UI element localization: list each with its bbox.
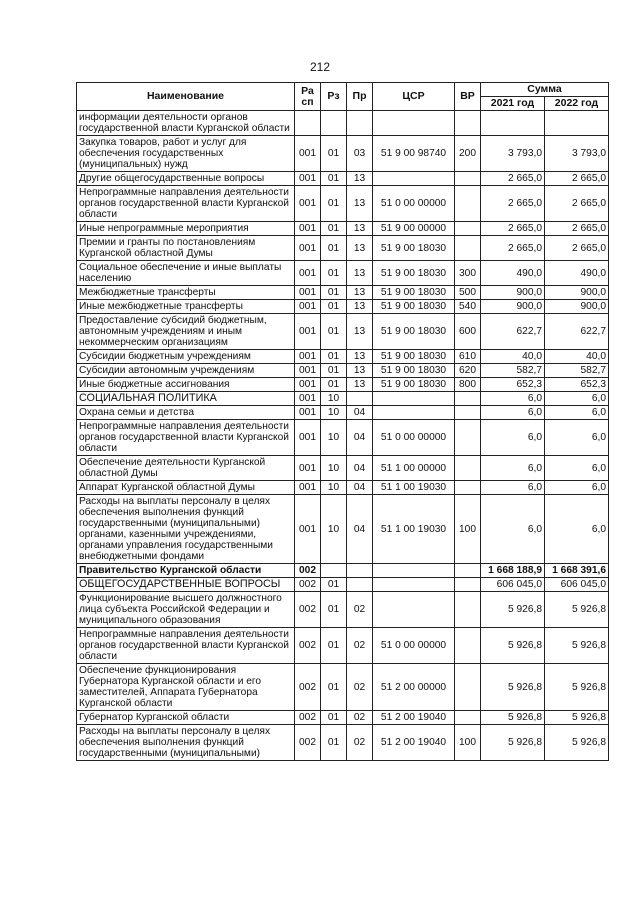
table-row [77, 286, 609, 300]
cell-sum-2021: 2 665,0 [481, 172, 545, 186]
cell-rz: 01 [321, 186, 347, 222]
cell-pr: 04 [347, 481, 373, 495]
cell-name: Закупка товаров, работ и услуг для обеспечения государственных (муниципальных) нужд [77, 136, 295, 172]
header-csr: ЦСР [373, 83, 455, 111]
table-row [77, 578, 609, 592]
table-row [77, 350, 609, 364]
cell-rz: 01 [321, 350, 347, 364]
cell-name: СОЦИАЛЬНАЯ ПОЛИТИКА [77, 392, 295, 406]
cell-vr [455, 222, 481, 236]
cell-rz: 10 [321, 456, 347, 481]
table-body [77, 111, 609, 761]
cell-rz: 01 [321, 222, 347, 236]
cell-ra: 002 [295, 578, 321, 592]
cell-sum-2021: 3 793,0 [481, 136, 545, 172]
cell-rz: 01 [321, 628, 347, 664]
cell-sum-2021: 5 926,8 [481, 711, 545, 725]
cell-sum-2022: 2 665,0 [545, 186, 609, 222]
cell-csr: 51 9 00 00000 [373, 222, 455, 236]
cell-vr: 540 [455, 300, 481, 314]
cell-ra: 001 [295, 261, 321, 286]
cell-sum-2022: 900,0 [545, 286, 609, 300]
header-rz: Рз [321, 83, 347, 111]
cell-csr: 51 2 00 19040 [373, 711, 455, 725]
table-row [77, 725, 609, 761]
cell-pr: 13 [347, 350, 373, 364]
cell-name: Губернатор Курганской области [77, 711, 295, 725]
cell-csr: 51 1 00 19030 [373, 495, 455, 564]
cell-csr: 51 9 00 18030 [373, 364, 455, 378]
cell-name: Иные межбюджетные трансферты [77, 300, 295, 314]
cell-name: Субсидии автономным учреждениям [77, 364, 295, 378]
cell-pr: 02 [347, 664, 373, 711]
cell-csr: 51 9 00 98740 [373, 136, 455, 172]
cell-pr: 13 [347, 222, 373, 236]
cell-csr: 51 9 00 18030 [373, 261, 455, 286]
cell-sum-2021: 6,0 [481, 420, 545, 456]
cell-pr: 13 [347, 261, 373, 286]
cell-pr: 13 [347, 172, 373, 186]
cell-sum-2021: 40,0 [481, 350, 545, 364]
cell-vr: 200 [455, 136, 481, 172]
table-row [77, 664, 609, 711]
cell-rz: 01 [321, 172, 347, 186]
cell-sum-2022 [545, 111, 609, 136]
cell-vr [455, 111, 481, 136]
cell-rz: 01 [321, 261, 347, 286]
cell-ra: 001 [295, 392, 321, 406]
table-row [77, 222, 609, 236]
cell-pr: 04 [347, 406, 373, 420]
cell-csr: 51 9 00 18030 [373, 350, 455, 364]
cell-sum-2022: 6,0 [545, 456, 609, 481]
cell-rz: 01 [321, 711, 347, 725]
cell-ra: 002 [295, 564, 321, 578]
cell-csr [373, 578, 455, 592]
cell-sum-2021: 652,3 [481, 378, 545, 392]
cell-sum-2021: 5 926,8 [481, 592, 545, 628]
cell-sum-2022: 582,7 [545, 364, 609, 378]
cell-name: Охрана семьи и детства [77, 406, 295, 420]
cell-sum-2022: 1 668 391,6 [545, 564, 609, 578]
cell-pr: 13 [347, 300, 373, 314]
cell-pr: 03 [347, 136, 373, 172]
cell-name: Обеспечение деятельности Курганской областной Думы [77, 456, 295, 481]
cell-pr: 13 [347, 236, 373, 261]
cell-ra: 001 [295, 314, 321, 350]
cell-name: Расходы на выплаты персоналу в целях обеспечения выполнения функций государственными (муниципальными) [77, 725, 295, 761]
cell-sum-2022: 6,0 [545, 420, 609, 456]
cell-sum-2021: 6,0 [481, 392, 545, 406]
cell-sum-2021: 6,0 [481, 495, 545, 564]
cell-pr: 02 [347, 592, 373, 628]
cell-pr: 02 [347, 725, 373, 761]
table-row [77, 456, 609, 481]
cell-rz: 01 [321, 378, 347, 392]
cell-sum-2021: 5 926,8 [481, 725, 545, 761]
cell-vr: 100 [455, 495, 481, 564]
cell-pr: 13 [347, 186, 373, 222]
cell-sum-2022: 6,0 [545, 392, 609, 406]
cell-csr: 51 2 00 19040 [373, 725, 455, 761]
header-2021: 2021 год [481, 97, 545, 111]
cell-csr [373, 111, 455, 136]
cell-vr: 610 [455, 350, 481, 364]
table-row [77, 420, 609, 456]
cell-csr: 51 1 00 00000 [373, 456, 455, 481]
cell-ra: 001 [295, 456, 321, 481]
cell-csr: 51 2 00 00000 [373, 664, 455, 711]
cell-rz [321, 111, 347, 136]
cell-rz: 01 [321, 236, 347, 261]
cell-pr: 13 [347, 364, 373, 378]
header-sum: Сумма [481, 83, 609, 97]
cell-vr: 800 [455, 378, 481, 392]
cell-rz: 10 [321, 495, 347, 564]
table-row [77, 111, 609, 136]
cell-ra: 001 [295, 495, 321, 564]
cell-name: Субсидии бюджетным учреждениям [77, 350, 295, 364]
cell-sum-2021: 2 665,0 [481, 236, 545, 261]
table-row [77, 378, 609, 392]
cell-sum-2021: 2 665,0 [481, 186, 545, 222]
cell-name: информации деятельности органов государственной власти Курганской области [77, 111, 295, 136]
cell-sum-2021: 582,7 [481, 364, 545, 378]
table-row [77, 172, 609, 186]
cell-ra: 001 [295, 420, 321, 456]
cell-name: Другие общегосударственные вопросы [77, 172, 295, 186]
cell-pr [347, 578, 373, 592]
table-row [77, 236, 609, 261]
cell-rz: 01 [321, 364, 347, 378]
cell-sum-2022: 2 665,0 [545, 172, 609, 186]
table-row [77, 392, 609, 406]
table-row [77, 592, 609, 628]
cell-ra: 002 [295, 628, 321, 664]
cell-name: Непрограммные направления деятельности органов государственной власти Курганской области [77, 186, 295, 222]
page-number: 212 [309, 60, 331, 74]
cell-name: Аппарат Курганской областной Думы [77, 481, 295, 495]
cell-name: Непрограммные направления деятельности органов государственной власти Курганской области [77, 628, 295, 664]
cell-pr: 13 [347, 314, 373, 350]
table-row [77, 711, 609, 725]
cell-sum-2022: 6,0 [545, 481, 609, 495]
cell-ra: 002 [295, 711, 321, 725]
cell-rz: 01 [321, 136, 347, 172]
cell-vr [455, 172, 481, 186]
cell-rz: 01 [321, 725, 347, 761]
cell-name: Межбюджетные трансферты [77, 286, 295, 300]
cell-vr [455, 592, 481, 628]
cell-sum-2022: 2 665,0 [545, 236, 609, 261]
cell-sum-2022: 900,0 [545, 300, 609, 314]
cell-name: Иные непрограммные мероприятия [77, 222, 295, 236]
cell-sum-2021 [481, 111, 545, 136]
cell-vr: 620 [455, 364, 481, 378]
cell-csr: 51 0 00 00000 [373, 420, 455, 456]
cell-sum-2021: 1 668 188,9 [481, 564, 545, 578]
cell-ra: 001 [295, 186, 321, 222]
cell-pr: 13 [347, 286, 373, 300]
cell-ra [295, 111, 321, 136]
cell-vr [455, 186, 481, 222]
table-row [77, 495, 609, 564]
cell-pr: 13 [347, 378, 373, 392]
cell-ra: 001 [295, 286, 321, 300]
cell-ra: 001 [295, 300, 321, 314]
cell-csr: 51 9 00 18030 [373, 286, 455, 300]
budget-table [76, 82, 609, 761]
cell-sum-2021: 5 926,8 [481, 664, 545, 711]
cell-sum-2022: 5 926,8 [545, 628, 609, 664]
cell-vr [455, 392, 481, 406]
cell-ra: 002 [295, 592, 321, 628]
cell-csr: 51 9 00 18030 [373, 300, 455, 314]
cell-sum-2021: 900,0 [481, 300, 545, 314]
cell-name: ОБЩЕГОСУДАРСТВЕННЫЕ ВОПРОСЫ [77, 578, 295, 592]
cell-rz [321, 564, 347, 578]
cell-name: Иные бюджетные ассигнования [77, 378, 295, 392]
cell-rz: 01 [321, 314, 347, 350]
cell-rz: 10 [321, 392, 347, 406]
cell-name: Непрограммные направления деятельности органов государственной власти Курганской области [77, 420, 295, 456]
cell-vr [455, 564, 481, 578]
table-row [77, 481, 609, 495]
table-row [77, 314, 609, 350]
cell-sum-2021: 490,0 [481, 261, 545, 286]
cell-pr: 04 [347, 456, 373, 481]
cell-sum-2022: 40,0 [545, 350, 609, 364]
cell-csr: 51 0 00 00000 [373, 186, 455, 222]
cell-sum-2021: 5 926,8 [481, 628, 545, 664]
cell-vr [455, 406, 481, 420]
cell-name: Обеспечение функционирования Губернатора Курганской области и его заместителей, Аппарата Губернатора Курганской области [77, 664, 295, 711]
cell-vr: 100 [455, 725, 481, 761]
header-name: Наименование [77, 83, 295, 111]
cell-pr [347, 564, 373, 578]
cell-sum-2021: 6,0 [481, 456, 545, 481]
cell-csr: 51 1 00 19030 [373, 481, 455, 495]
cell-rz: 01 [321, 286, 347, 300]
cell-rz: 01 [321, 592, 347, 628]
cell-ra: 001 [295, 172, 321, 186]
cell-ra: 001 [295, 481, 321, 495]
cell-pr [347, 392, 373, 406]
cell-ra: 001 [295, 350, 321, 364]
cell-csr: 51 9 00 18030 [373, 378, 455, 392]
cell-sum-2021: 606 045,0 [481, 578, 545, 592]
cell-sum-2021: 622,7 [481, 314, 545, 350]
cell-csr: 51 0 00 00000 [373, 628, 455, 664]
cell-vr: 600 [455, 314, 481, 350]
header-2022: 2022 год [545, 97, 609, 111]
cell-vr [455, 711, 481, 725]
cell-vr: 300 [455, 261, 481, 286]
cell-name: Предоставление субсидий бюджетным, автономным учреждениям и иным некоммерческим организациям [77, 314, 295, 350]
cell-vr [455, 628, 481, 664]
cell-csr: 51 9 00 18030 [373, 314, 455, 350]
cell-pr: 02 [347, 628, 373, 664]
cell-rz: 01 [321, 578, 347, 592]
cell-sum-2022: 490,0 [545, 261, 609, 286]
cell-csr [373, 392, 455, 406]
cell-sum-2022: 5 926,8 [545, 664, 609, 711]
cell-ra: 001 [295, 236, 321, 261]
cell-sum-2022: 652,3 [545, 378, 609, 392]
header-vr: ВР [455, 83, 481, 111]
cell-sum-2022: 622,7 [545, 314, 609, 350]
table-row [77, 364, 609, 378]
cell-csr [373, 172, 455, 186]
cell-sum-2022: 5 926,8 [545, 711, 609, 725]
cell-pr [347, 111, 373, 136]
cell-sum-2021: 6,0 [481, 481, 545, 495]
cell-rz: 10 [321, 481, 347, 495]
cell-vr [455, 578, 481, 592]
header-pr: Пр [347, 83, 373, 111]
cell-csr: 51 9 00 18030 [373, 236, 455, 261]
table-row [77, 136, 609, 172]
cell-pr: 04 [347, 495, 373, 564]
table-row [77, 628, 609, 664]
cell-csr [373, 592, 455, 628]
cell-rz: 10 [321, 406, 347, 420]
cell-sum-2022: 5 926,8 [545, 592, 609, 628]
cell-name: Социальное обеспечение и иные выплаты населению [77, 261, 295, 286]
cell-rz: 01 [321, 300, 347, 314]
table-row [77, 564, 609, 578]
cell-pr: 04 [347, 420, 373, 456]
cell-rz: 10 [321, 420, 347, 456]
cell-ra: 001 [295, 364, 321, 378]
cell-ra: 002 [295, 725, 321, 761]
cell-vr: 500 [455, 286, 481, 300]
cell-ra: 001 [295, 222, 321, 236]
cell-sum-2022: 6,0 [545, 406, 609, 420]
table-row [77, 406, 609, 420]
cell-sum-2022: 3 793,0 [545, 136, 609, 172]
cell-sum-2022: 2 665,0 [545, 222, 609, 236]
cell-name: Правительство Курганской области [77, 564, 295, 578]
table-row [77, 261, 609, 286]
cell-sum-2021: 6,0 [481, 406, 545, 420]
cell-rz: 01 [321, 664, 347, 711]
cell-sum-2021: 900,0 [481, 286, 545, 300]
cell-sum-2022: 5 926,8 [545, 725, 609, 761]
cell-csr [373, 564, 455, 578]
cell-ra: 001 [295, 378, 321, 392]
header-ra: Ра сп [295, 83, 321, 111]
cell-vr [455, 664, 481, 711]
cell-vr [455, 236, 481, 261]
table-row [77, 186, 609, 222]
cell-csr [373, 406, 455, 420]
table-row [77, 300, 609, 314]
cell-ra: 002 [295, 664, 321, 711]
cell-name: Расходы на выплаты персоналу в целях обеспечения выполнения функций государственными (муниципальными) органами, казенными учреждениями, органами управления государственными внебюджетными фондами [77, 495, 295, 564]
cell-sum-2022: 606 045,0 [545, 578, 609, 592]
cell-pr: 02 [347, 711, 373, 725]
cell-ra: 001 [295, 406, 321, 420]
cell-name: Функционирование высшего должностного лица субъекта Российской Федерации и муниципального образования [77, 592, 295, 628]
cell-vr [455, 456, 481, 481]
cell-vr [455, 420, 481, 456]
cell-name: Премии и гранты по постановлениям Курганской областной Думы [77, 236, 295, 261]
cell-vr [455, 481, 481, 495]
cell-ra: 001 [295, 136, 321, 172]
cell-sum-2022: 6,0 [545, 495, 609, 564]
cell-sum-2021: 2 665,0 [481, 222, 545, 236]
